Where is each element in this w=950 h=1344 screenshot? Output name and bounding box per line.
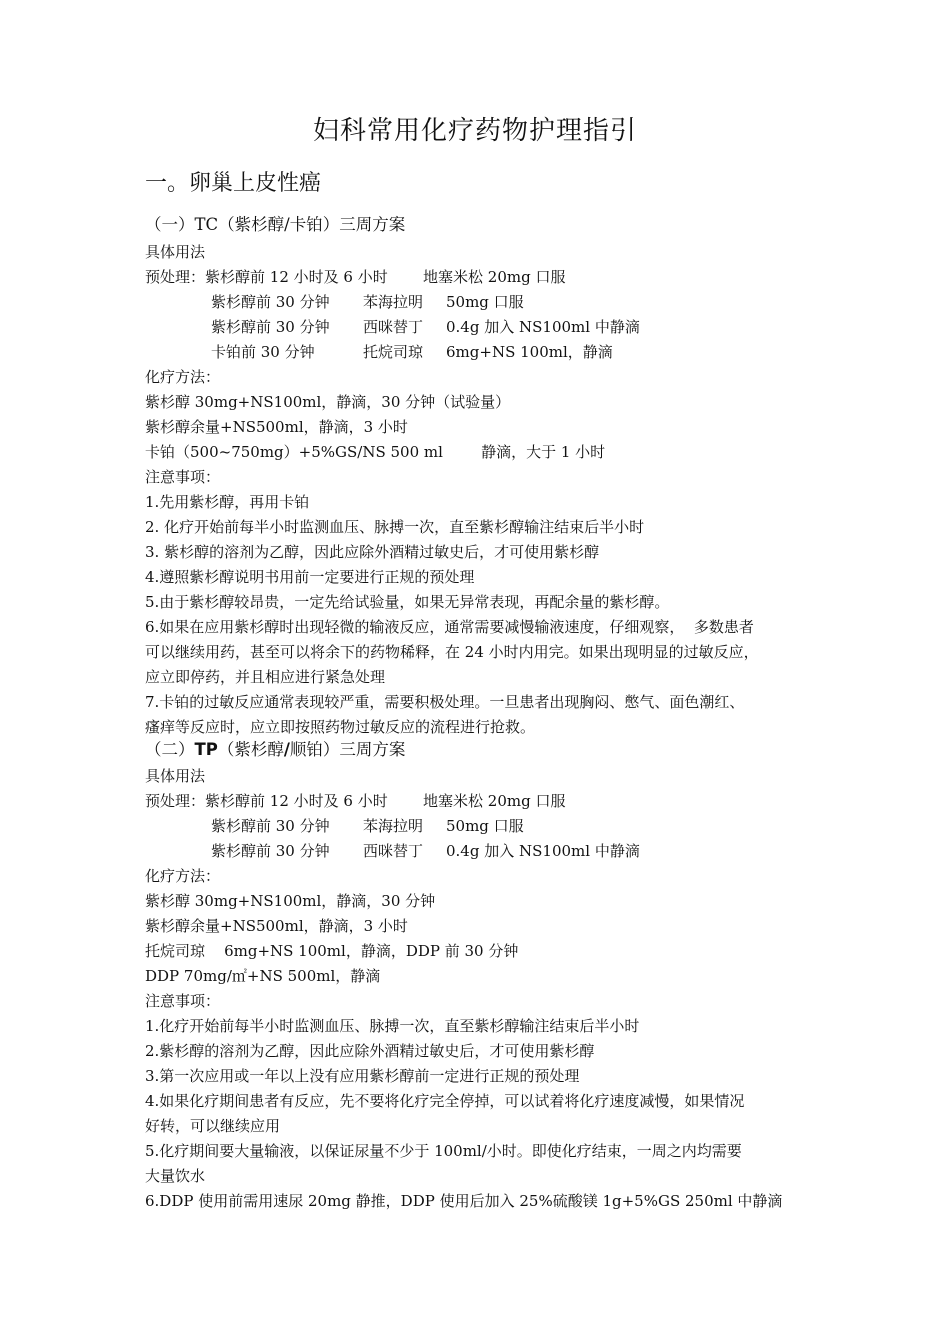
note-line: 好转，可以继续应用 bbox=[145, 1117, 281, 1135]
subsection-heading-tc: （一）TC（紫杉醇/卡铂）三周方案 bbox=[145, 215, 406, 234]
note-line: 3.第一次应用或一年以上没有应用紫杉醇前一定进行正规的预处理 bbox=[145, 1067, 580, 1085]
method-line: DDP 70mg/㎡+NS 500ml，静滴 bbox=[145, 967, 381, 985]
pre-time: 卡铂前 30 分钟 bbox=[211, 343, 315, 361]
method-line: 紫杉醇余量+NS500ml，静滴，3 小时 bbox=[145, 418, 408, 436]
pre-drug: 苯海拉明 bbox=[363, 293, 424, 311]
pre-time: 紫杉醇前 12 小时及 6 小时 bbox=[205, 268, 388, 286]
note-line: 5.化疗期间要大量输液，以保证尿量不少于 100ml/小时。即使化疗结束，一周之内均需要 bbox=[145, 1142, 742, 1160]
pre-dose: 50mg 口服 bbox=[446, 817, 524, 835]
notes-label: 注意事项： bbox=[145, 992, 221, 1010]
pretreatment-row bbox=[211, 315, 640, 340]
note-line: 4.如果化疗期间患者有反应，先不要将化疗完全停掉，可以试着将化疗速度减慢，如果情况 bbox=[145, 1092, 745, 1110]
pretreatment-row bbox=[211, 814, 524, 839]
subsection-heading-tp bbox=[145, 737, 405, 763]
note-line: 2. 化疗开始前每半小时监测血压、脉搏一次，直至紫杉醇输注结束后半小时 bbox=[145, 518, 645, 536]
pre-time: 紫杉醇前 30 分钟 bbox=[211, 318, 330, 336]
pre-time: 紫杉醇前 30 分钟 bbox=[211, 293, 330, 311]
note-line: 5.由于紫杉醇较昂贵，一定先给试验量，如果无异常表现，再配余量的紫杉醇。 bbox=[145, 593, 670, 611]
pre-dose: 0.4g 加入 NS100ml 中静滴 bbox=[446, 318, 640, 336]
note-line: 1.化疗开始前每半小时监测血压、脉搏一次，直至紫杉醇输注结束后半小时 bbox=[145, 1017, 640, 1035]
note-line: 4.遵照紫杉醇说明书用前一定要进行正规的预处理 bbox=[145, 568, 475, 586]
pre-drug: 地塞米松 20mg 口服 bbox=[423, 268, 566, 286]
pretreatment-label: 预处理： bbox=[145, 268, 206, 286]
note-line: 6.如果在应用紫杉醇时出现轻微的输液反应，通常需要减慢输液速度，仔细观察， 多数患者 bbox=[145, 618, 754, 636]
pre-drug: 地塞米松 20mg 口服 bbox=[423, 792, 566, 810]
pre-drug: 西咪替丁 bbox=[363, 318, 424, 336]
pretreatment-row bbox=[211, 290, 524, 315]
usage-label: 具体用法 bbox=[145, 243, 206, 261]
pretreatment-row bbox=[211, 340, 613, 365]
method-line: 紫杉醇余量+NS500ml，静滴，3 小时 bbox=[145, 917, 408, 935]
pretreatment-label: 预处理： bbox=[145, 792, 206, 810]
tp-heading-part: （二） bbox=[145, 740, 195, 759]
pre-time: 紫杉醇前 30 分钟 bbox=[211, 842, 330, 860]
method-label: 化疗方法： bbox=[145, 368, 221, 386]
note-line: 1.先用紫杉醇，再用卡铂 bbox=[145, 493, 310, 511]
pre-dose: 50mg 口服 bbox=[446, 293, 524, 311]
note-line: 瘙痒等反应时，应立即按照药物过敏反应的流程进行抢救。 bbox=[145, 718, 536, 736]
note-line: 大量饮水 bbox=[145, 1167, 206, 1185]
tp-heading-part: 顺铂）三周方案 bbox=[289, 740, 406, 759]
pretreatment-row bbox=[145, 265, 565, 290]
pre-drug: 西咪替丁 bbox=[363, 842, 424, 860]
tp-heading-part: TP bbox=[194, 740, 218, 759]
section-heading-ovarian: 一。卵巢上皮性癌 bbox=[145, 171, 322, 196]
note-line: 应立即停药，并且相应进行紧急处理 bbox=[145, 668, 386, 686]
pre-dose: 0.4g 加入 NS100ml 中静滴 bbox=[446, 842, 640, 860]
tp-heading-part: / bbox=[283, 740, 290, 759]
document-title: 妇科常用化疗药物护理指引 bbox=[312, 116, 637, 146]
notes-label: 注意事项： bbox=[145, 468, 221, 486]
note-line: 3. 紫杉醇的溶剂为乙醇，因此应除外酒精过敏史后，才可使用紫杉醇 bbox=[145, 543, 600, 561]
pretreatment-row bbox=[211, 839, 640, 864]
method-line: 托烷司琼 6mg+NS 100ml，静滴，DDP 前 30 分钟 bbox=[145, 942, 519, 960]
pre-dose: 6mg+NS 100ml，静滴 bbox=[446, 343, 613, 361]
pre-time: 紫杉醇前 12 小时及 6 小时 bbox=[205, 792, 388, 810]
method-label: 化疗方法： bbox=[145, 867, 221, 885]
note-line: 可以继续用药，甚至可以将余下的药物稀释，在 24 小时内用完。如果出现明显的过敏反应， bbox=[145, 643, 759, 661]
note-line: 2.紫杉醇的溶剂为乙醇，因此应除外酒精过敏史后，才可使用紫杉醇 bbox=[145, 1042, 595, 1060]
method-line: 紫杉醇 30mg+NS100ml，静滴，30 分钟 bbox=[145, 892, 436, 910]
pre-drug: 托烷司琼 bbox=[363, 343, 424, 361]
method-line: 紫杉醇 30mg+NS100ml，静滴，30 分钟（试验量） bbox=[145, 393, 511, 411]
note-line: 7.卡铂的过敏反应通常表现较严重，需要积极处理。一旦患者出现胸闷、憋气、面色潮红、 bbox=[145, 693, 745, 711]
pre-time: 紫杉醇前 30 分钟 bbox=[211, 817, 330, 835]
method-line: 卡铂（500~750mg）+5%GS/NS 500 ml 静滴，大于 1 小时 bbox=[145, 443, 606, 461]
pretreatment-row bbox=[145, 789, 565, 814]
pre-drug: 苯海拉明 bbox=[363, 817, 424, 835]
usage-label: 具体用法 bbox=[145, 767, 206, 785]
note-line: 6.DDP 使用前需用速尿 20mg 静推，DDP 使用后加入 25%硫酸镁 1g+5%GS 250ml 中静滴 bbox=[145, 1192, 783, 1210]
tp-heading-part: （紫杉醇 bbox=[217, 740, 284, 759]
